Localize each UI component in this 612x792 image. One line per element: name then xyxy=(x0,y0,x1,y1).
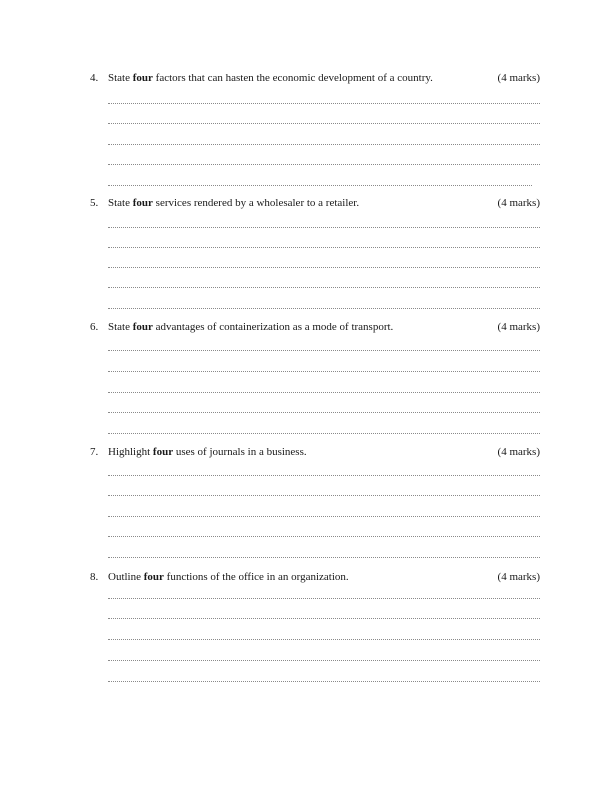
answer-line[interactable] xyxy=(108,350,540,351)
question-header xyxy=(90,71,540,85)
question-number: 8. xyxy=(90,571,99,583)
answer-line[interactable] xyxy=(108,516,540,517)
question-number: 6. xyxy=(90,321,99,333)
question-verb: State xyxy=(108,72,130,84)
question-verb: State xyxy=(108,321,130,333)
answer-line[interactable] xyxy=(108,639,540,640)
answer-line[interactable] xyxy=(108,475,540,476)
question-header xyxy=(90,445,540,459)
question-8 xyxy=(90,570,540,584)
answer-line[interactable] xyxy=(108,598,540,599)
marks-label: (4 marks) xyxy=(497,197,540,209)
question-text xyxy=(108,570,349,584)
answer-line[interactable] xyxy=(108,308,540,309)
question-text xyxy=(108,71,433,85)
answer-line[interactable] xyxy=(108,557,540,558)
question-6 xyxy=(90,320,540,334)
question-header xyxy=(90,196,540,210)
answer-line[interactable] xyxy=(108,536,540,537)
question-text xyxy=(108,320,393,334)
question-emphasis: four xyxy=(132,321,153,333)
question-body: advantages of containerization as a mode of transport. xyxy=(155,321,394,333)
question-verb: Outline xyxy=(108,571,141,583)
marks-label: (4 marks) xyxy=(497,321,540,333)
question-4 xyxy=(90,71,540,85)
question-number: 4. xyxy=(90,72,99,84)
answer-line[interactable] xyxy=(108,371,540,372)
answer-line[interactable] xyxy=(108,164,540,165)
answer-line[interactable] xyxy=(108,681,540,682)
answer-line[interactable] xyxy=(108,618,540,619)
question-text xyxy=(108,445,307,459)
question-emphasis: four xyxy=(132,197,153,209)
answer-line[interactable] xyxy=(108,247,540,248)
question-emphasis: four xyxy=(152,446,174,458)
question-verb: State xyxy=(108,197,130,209)
answer-line[interactable] xyxy=(108,144,540,145)
marks-label: (4 marks) xyxy=(497,446,540,458)
marks-label: (4 marks) xyxy=(497,72,540,84)
answer-line[interactable] xyxy=(108,103,540,104)
answer-line[interactable] xyxy=(108,392,540,393)
question-text xyxy=(108,196,359,210)
question-body: functions of the office in an organization. xyxy=(166,571,349,583)
question-number: 7. xyxy=(90,446,99,458)
question-header xyxy=(90,570,540,584)
answer-line[interactable] xyxy=(108,123,540,124)
question-number: 5. xyxy=(90,197,99,209)
question-emphasis: four xyxy=(132,72,153,84)
answer-line[interactable] xyxy=(108,185,532,186)
question-body: uses of journals in a business. xyxy=(175,446,307,458)
answer-line[interactable] xyxy=(108,412,540,413)
question-5 xyxy=(90,196,540,210)
answer-line[interactable] xyxy=(108,227,540,228)
question-header xyxy=(90,320,540,334)
answer-line[interactable] xyxy=(108,660,540,661)
question-body: factors that can hasten the economic development of a country. xyxy=(155,72,433,84)
marks-label: (4 marks) xyxy=(497,571,540,583)
question-body: services rendered by a wholesaler to a retailer. xyxy=(155,197,360,209)
answer-line[interactable] xyxy=(108,495,540,496)
question-7 xyxy=(90,445,540,459)
question-emphasis: four xyxy=(143,571,164,583)
answer-line[interactable] xyxy=(108,433,540,434)
question-verb: Highlight xyxy=(108,446,151,458)
answer-line[interactable] xyxy=(108,267,540,268)
answer-line[interactable] xyxy=(108,287,540,288)
